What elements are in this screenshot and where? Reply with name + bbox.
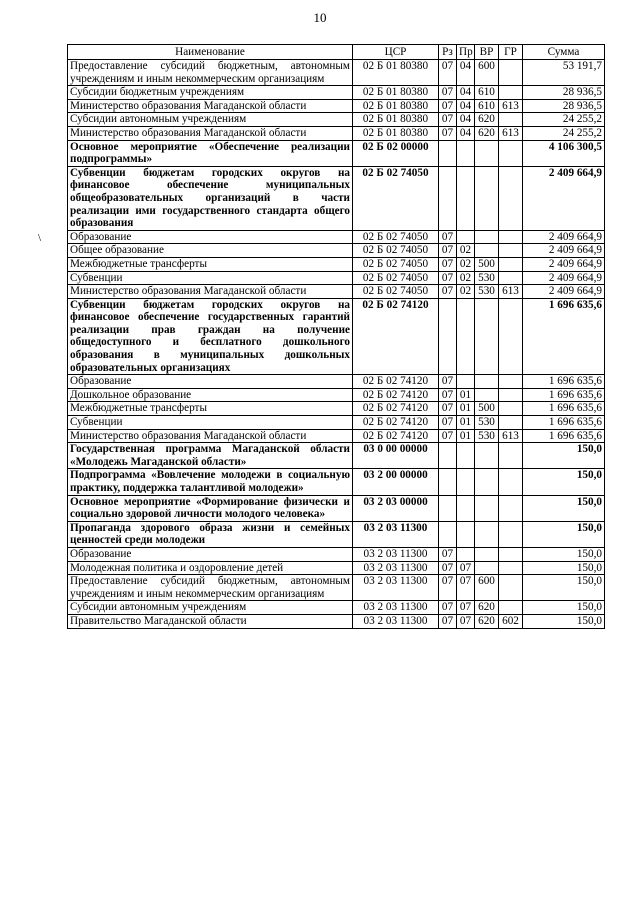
row-sum: 1 696 635,6 [523, 388, 605, 402]
table-row [68, 469, 605, 495]
row-rz [439, 521, 457, 547]
row-rz: 07 [439, 388, 457, 402]
row-sum: 150,0 [523, 469, 605, 495]
row-gr [499, 521, 523, 547]
row-name: Министерство образования Магаданской области [68, 126, 353, 140]
row-name: Субсидии бюджетным учреждениям [68, 86, 353, 100]
row-vr: 530 [475, 271, 499, 285]
table-row [68, 230, 605, 244]
row-pr: 04 [457, 113, 475, 127]
table-row [68, 285, 605, 299]
row-name: Подпрограмма «Вовлечение молодежи в социальную практику, поддержка талантливой молодежи» [68, 469, 353, 495]
row-csr: 02 Б 01 80380 [353, 113, 439, 127]
row-name: Образование [68, 547, 353, 561]
row-rz: 07 [439, 547, 457, 561]
row-csr: 02 Б 01 80380 [353, 86, 439, 100]
row-gr [499, 495, 523, 521]
table-row [68, 298, 605, 375]
row-vr: 610 [475, 86, 499, 100]
row-name: Министерство образования Магаданской области [68, 429, 353, 443]
row-pr: 07 [457, 614, 475, 628]
row-vr: 530 [475, 429, 499, 443]
row-csr: 03 0 00 00000 [353, 443, 439, 469]
row-pr: 04 [457, 126, 475, 140]
row-pr: 07 [457, 561, 475, 575]
row-pr [457, 298, 475, 375]
row-pr [457, 469, 475, 495]
row-gr [499, 469, 523, 495]
row-pr [457, 547, 475, 561]
row-gr [499, 257, 523, 271]
table-row [68, 495, 605, 521]
row-rz: 07 [439, 402, 457, 416]
row-csr: 02 Б 01 80380 [353, 99, 439, 113]
row-vr: 620 [475, 126, 499, 140]
row-csr: 02 Б 02 74120 [353, 388, 439, 402]
row-csr: 02 Б 02 74050 [353, 166, 439, 230]
row-sum: 28 936,5 [523, 99, 605, 113]
budget-table [67, 44, 605, 629]
row-vr [475, 469, 499, 495]
header-sum: Сумма [523, 45, 605, 60]
row-vr: 600 [475, 575, 499, 601]
row-sum: 2 409 664,9 [523, 230, 605, 244]
row-csr: 02 Б 02 74120 [353, 429, 439, 443]
row-sum: 1 696 635,6 [523, 375, 605, 389]
row-pr: 04 [457, 60, 475, 86]
row-pr [457, 230, 475, 244]
row-csr: 02 Б 02 00000 [353, 140, 439, 166]
table-row [68, 601, 605, 615]
row-pr [457, 443, 475, 469]
row-vr: 500 [475, 402, 499, 416]
row-pr [457, 521, 475, 547]
row-rz: 07 [439, 86, 457, 100]
row-gr [499, 561, 523, 575]
row-gr [499, 388, 523, 402]
row-csr: 02 Б 02 74050 [353, 285, 439, 299]
row-vr [475, 375, 499, 389]
row-vr: 530 [475, 416, 499, 430]
page-number: 10 [313, 10, 327, 25]
table-row [68, 257, 605, 271]
row-vr [475, 140, 499, 166]
row-gr: 613 [499, 429, 523, 443]
row-gr [499, 416, 523, 430]
row-gr [499, 547, 523, 561]
row-name: Дошкольное образование [68, 388, 353, 402]
table-row [68, 614, 605, 628]
row-gr [499, 86, 523, 100]
row-csr: 02 Б 02 74050 [353, 271, 439, 285]
row-rz [439, 298, 457, 375]
row-sum: 24 255,2 [523, 126, 605, 140]
table-row [68, 443, 605, 469]
row-vr [475, 244, 499, 258]
row-rz: 07 [439, 575, 457, 601]
table-row [68, 86, 605, 100]
table-row [68, 126, 605, 140]
row-name: Предоставление субсидий бюджетным, автономным учреждениям и иным некоммерческим организациям [68, 575, 353, 601]
row-gr [499, 166, 523, 230]
row-sum: 150,0 [523, 614, 605, 628]
row-gr [499, 271, 523, 285]
row-vr: 500 [475, 257, 499, 271]
row-pr: 01 [457, 402, 475, 416]
row-pr: 04 [457, 99, 475, 113]
row-vr: 620 [475, 601, 499, 615]
row-vr: 610 [475, 99, 499, 113]
header-vr: ВР [475, 45, 499, 60]
row-sum: 150,0 [523, 601, 605, 615]
row-gr [499, 575, 523, 601]
row-gr [499, 140, 523, 166]
row-pr [457, 495, 475, 521]
row-vr: 620 [475, 113, 499, 127]
row-sum: 2 409 664,9 [523, 285, 605, 299]
row-name: Межбюджетные трансферты [68, 402, 353, 416]
row-sum: 1 696 635,6 [523, 429, 605, 443]
row-rz: 07 [439, 230, 457, 244]
row-csr: 03 2 03 11300 [353, 561, 439, 575]
row-rz [439, 495, 457, 521]
table-row [68, 244, 605, 258]
row-name: Основное мероприятие «Обеспечение реализации подпрограммы» [68, 140, 353, 166]
row-vr [475, 230, 499, 244]
row-sum: 150,0 [523, 443, 605, 469]
table-row [68, 99, 605, 113]
table-row [68, 429, 605, 443]
row-vr: 530 [475, 285, 499, 299]
row-sum: 150,0 [523, 521, 605, 547]
row-vr [475, 495, 499, 521]
row-rz: 07 [439, 285, 457, 299]
row-pr [457, 140, 475, 166]
row-sum: 24 255,2 [523, 113, 605, 127]
row-sum: 4 106 300,5 [523, 140, 605, 166]
row-gr [499, 443, 523, 469]
row-rz: 07 [439, 244, 457, 258]
row-sum: 2 409 664,9 [523, 166, 605, 230]
row-vr [475, 521, 499, 547]
row-rz [439, 140, 457, 166]
header-rz: Рз [439, 45, 457, 60]
row-vr: 620 [475, 614, 499, 628]
row-pr: 04 [457, 86, 475, 100]
table-row [68, 402, 605, 416]
row-name: Молодежная политика и оздоровление детей [68, 561, 353, 575]
table-row [68, 140, 605, 166]
row-pr: 02 [457, 257, 475, 271]
row-pr [457, 166, 475, 230]
row-rz: 07 [439, 561, 457, 575]
row-vr [475, 561, 499, 575]
row-sum: 1 696 635,6 [523, 416, 605, 430]
row-name: Субсидии автономным учреждениям [68, 113, 353, 127]
row-csr: 02 Б 02 74050 [353, 244, 439, 258]
row-vr [475, 388, 499, 402]
row-csr: 03 2 03 11300 [353, 575, 439, 601]
table-row [68, 416, 605, 430]
row-csr: 03 2 03 11300 [353, 601, 439, 615]
table-row [68, 375, 605, 389]
table-row [68, 561, 605, 575]
row-name: Образование [68, 230, 353, 244]
row-pr: 07 [457, 601, 475, 615]
row-pr: 07 [457, 575, 475, 601]
row-rz: 07 [439, 257, 457, 271]
header-csr: ЦСР [353, 45, 439, 60]
table-row [68, 113, 605, 127]
row-sum: 150,0 [523, 495, 605, 521]
row-csr: 02 Б 02 74120 [353, 375, 439, 389]
row-gr [499, 402, 523, 416]
row-gr [499, 601, 523, 615]
row-csr: 03 2 03 11300 [353, 521, 439, 547]
row-name: Образование [68, 375, 353, 389]
row-csr: 02 Б 01 80380 [353, 126, 439, 140]
row-rz: 07 [439, 99, 457, 113]
row-vr [475, 547, 499, 561]
row-gr: 602 [499, 614, 523, 628]
row-csr: 02 Б 02 74120 [353, 416, 439, 430]
row-pr [457, 375, 475, 389]
row-rz: 07 [439, 113, 457, 127]
stray-mark: \ [38, 232, 42, 244]
row-rz [439, 166, 457, 230]
row-name: Межбюджетные трансферты [68, 257, 353, 271]
row-rz: 07 [439, 429, 457, 443]
row-name: Общее образование [68, 244, 353, 258]
row-name: Субсидии автономным учреждениям [68, 601, 353, 615]
row-vr [475, 166, 499, 230]
row-pr: 01 [457, 416, 475, 430]
row-sum: 2 409 664,9 [523, 257, 605, 271]
row-csr: 02 Б 02 74050 [353, 230, 439, 244]
row-gr: 613 [499, 126, 523, 140]
row-pr: 02 [457, 244, 475, 258]
table-row [68, 60, 605, 86]
row-name: Правительство Магаданской области [68, 614, 353, 628]
row-rz: 07 [439, 614, 457, 628]
row-name: Пропаганда здорового образа жизни и семейных ценностей среди молодежи [68, 521, 353, 547]
table-row [68, 547, 605, 561]
row-gr [499, 375, 523, 389]
row-pr: 01 [457, 429, 475, 443]
table-row [68, 575, 605, 601]
row-vr [475, 298, 499, 375]
row-csr: 03 2 00 00000 [353, 469, 439, 495]
row-csr: 02 Б 02 74120 [353, 298, 439, 375]
row-csr: 02 Б 02 74050 [353, 257, 439, 271]
row-gr: 613 [499, 99, 523, 113]
row-sum: 2 409 664,9 [523, 244, 605, 258]
row-sum: 2 409 664,9 [523, 271, 605, 285]
table-row [68, 271, 605, 285]
header-row [68, 45, 605, 60]
row-rz: 07 [439, 271, 457, 285]
row-sum: 53 191,7 [523, 60, 605, 86]
table-row [68, 388, 605, 402]
row-sum: 1 696 635,6 [523, 298, 605, 375]
row-sum: 28 936,5 [523, 86, 605, 100]
row-name: Основное мероприятие «Формирование физически и социально здоровой личности молодого человека» [68, 495, 353, 521]
row-csr: 02 Б 01 80380 [353, 60, 439, 86]
row-rz: 07 [439, 416, 457, 430]
row-sum: 150,0 [523, 575, 605, 601]
row-name: Предоставление субсидий бюджетным, автономным учреждениям и иным некоммерческим организациям [68, 60, 353, 86]
header-gr: ГР [499, 45, 523, 60]
row-name: Субвенции [68, 416, 353, 430]
row-name: Государственная программа Магаданской области «Молодежь Магаданской области» [68, 443, 353, 469]
row-pr: 01 [457, 388, 475, 402]
row-vr: 600 [475, 60, 499, 86]
row-csr: 03 2 03 11300 [353, 614, 439, 628]
row-gr: 613 [499, 285, 523, 299]
row-name: Министерство образования Магаданской области [68, 285, 353, 299]
header-name: Наименование [68, 45, 353, 60]
table-row [68, 166, 605, 230]
row-rz: 07 [439, 126, 457, 140]
row-csr: 03 2 03 11300 [353, 547, 439, 561]
row-rz: 07 [439, 601, 457, 615]
row-sum: 150,0 [523, 547, 605, 561]
row-pr: 02 [457, 271, 475, 285]
header-pr: Пр [457, 45, 475, 60]
row-name: Министерство образования Магаданской области [68, 99, 353, 113]
row-sum: 150,0 [523, 561, 605, 575]
row-rz: 07 [439, 60, 457, 86]
row-pr: 02 [457, 285, 475, 299]
row-rz [439, 443, 457, 469]
row-name: Субвенции бюджетам городских округов на финансовое обеспечение государственных гарантий реализации прав граждан на получение общедоступного и бесплатного дошкольного образования в муниципальных дошкольных образовательных организациях [68, 298, 353, 375]
row-vr [475, 443, 499, 469]
row-gr [499, 244, 523, 258]
row-name: Субвенции [68, 271, 353, 285]
row-sum: 1 696 635,6 [523, 402, 605, 416]
row-csr: 03 2 03 00000 [353, 495, 439, 521]
row-rz [439, 469, 457, 495]
row-gr [499, 298, 523, 375]
row-gr [499, 113, 523, 127]
row-rz: 07 [439, 375, 457, 389]
row-gr [499, 60, 523, 86]
table-row [68, 521, 605, 547]
row-csr: 02 Б 02 74120 [353, 402, 439, 416]
row-gr [499, 230, 523, 244]
row-name: Субвенции бюджетам городских округов на финансовое обеспечение муниципальных общеобразовательных организаций в части реализации ими государственного стандарта общего образования [68, 166, 353, 230]
